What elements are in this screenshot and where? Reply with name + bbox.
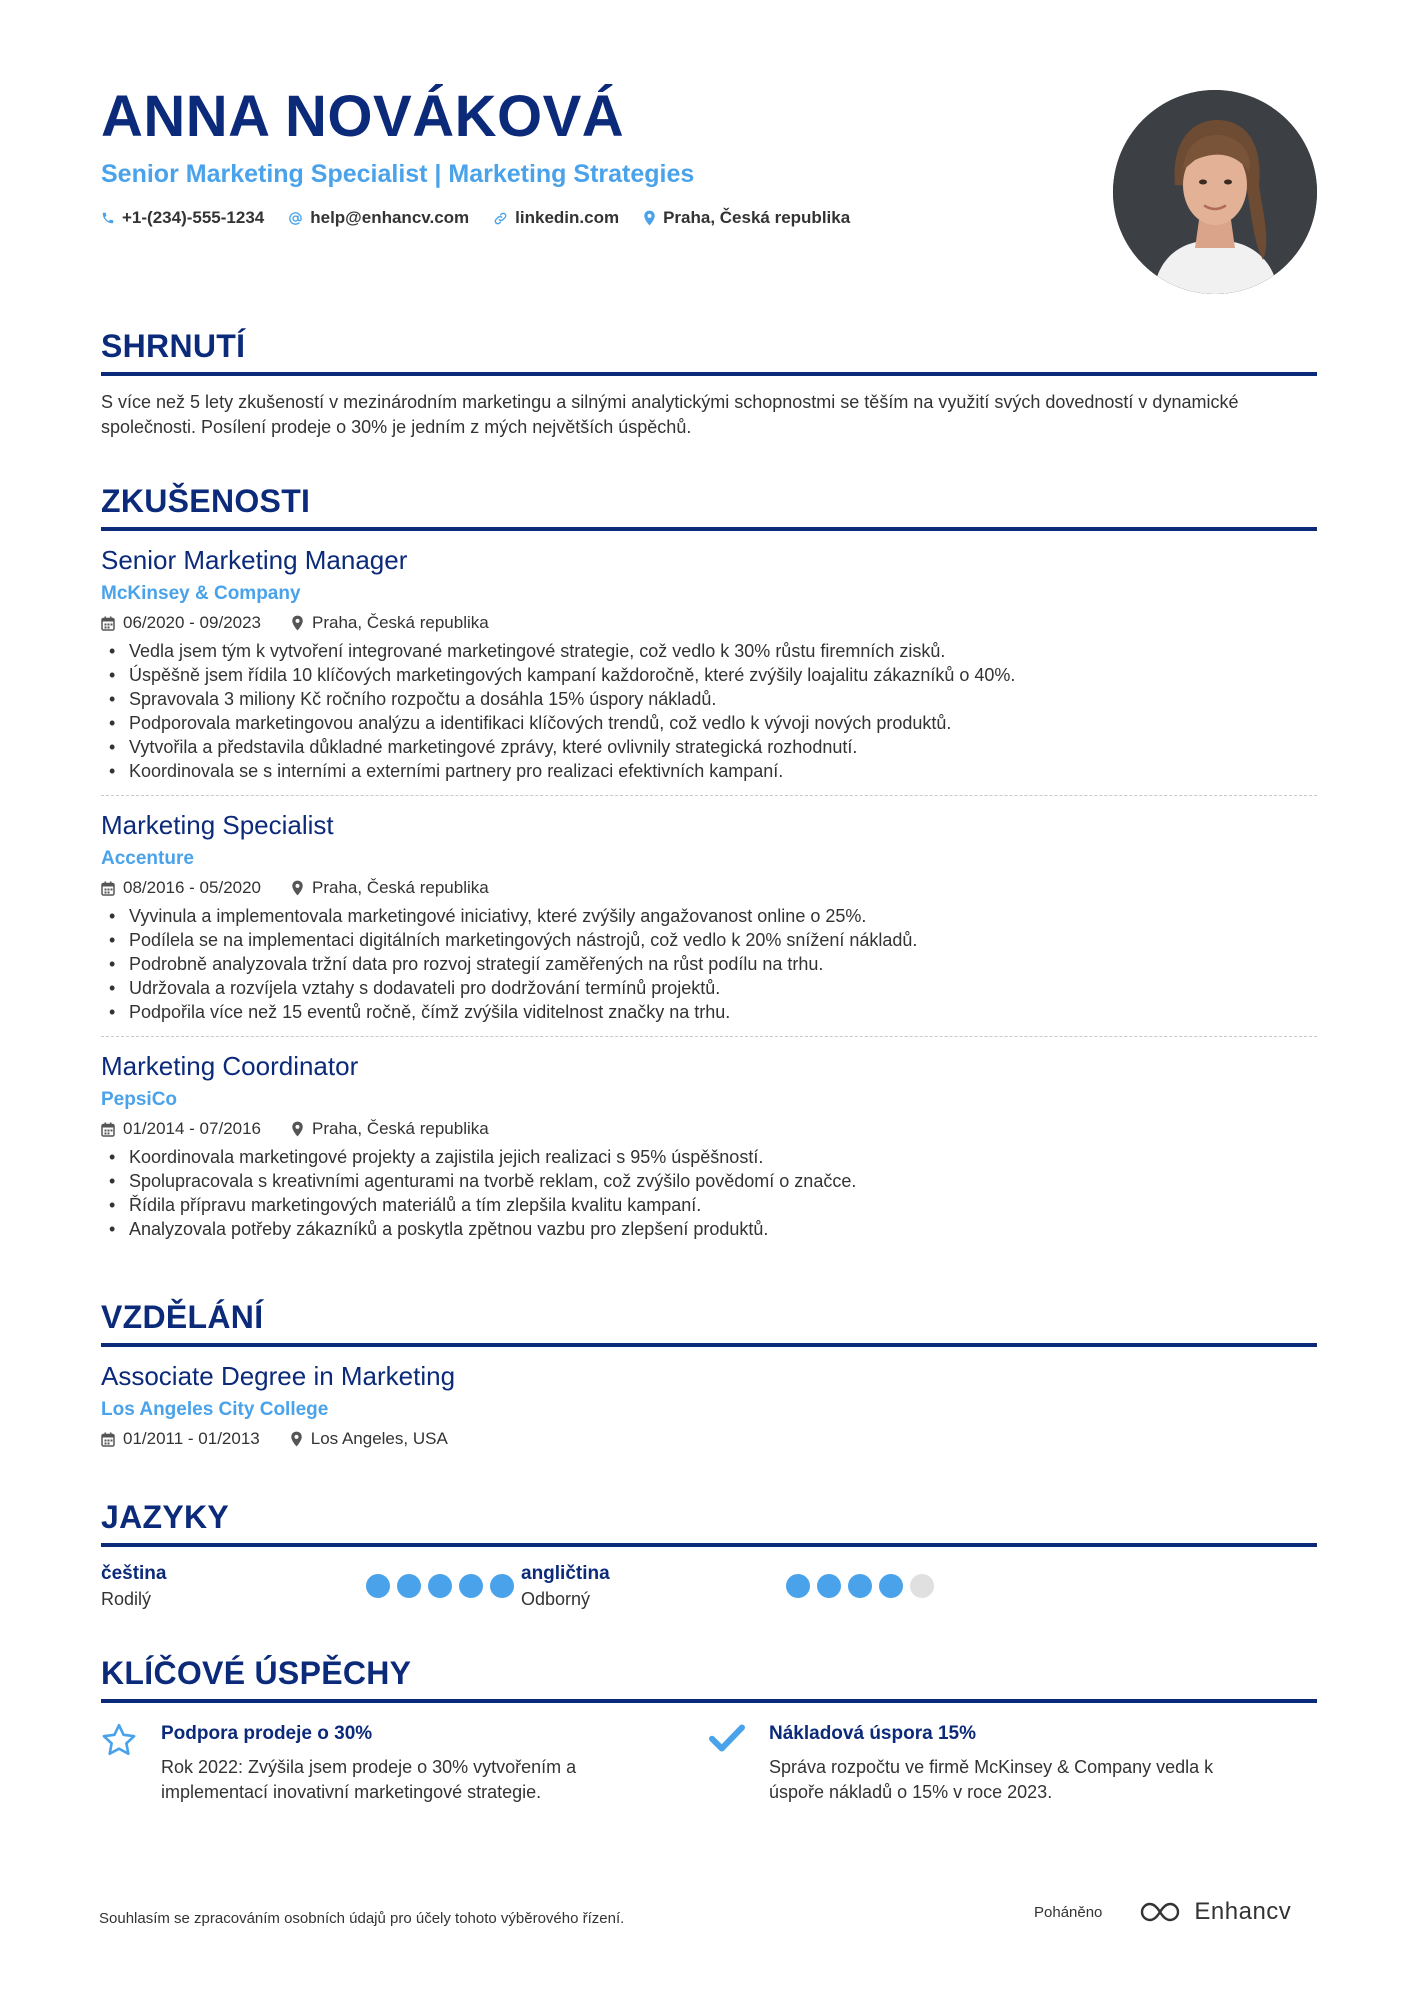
- phone-text: +1-(234)-555-1234: [122, 208, 265, 227]
- language-level: Rodilý: [101, 1589, 152, 1609]
- job-bullets: [101, 639, 1317, 783]
- rating-dot-filled: [848, 1574, 872, 1598]
- achievements-section: [101, 1653, 1317, 1805]
- rating-dot-filled: [459, 1574, 483, 1598]
- education-section: [101, 1297, 1317, 1463]
- bullet-item: • Úspěšně jsem řídila 10 klíčových marketingových kampaní každoročně, které zvýšily loajalitu zákazníků o 40%.: [101, 663, 1317, 687]
- candidate-name: ANNA NOVÁKOVÁ: [101, 84, 625, 149]
- calendar-icon: [101, 616, 115, 631]
- summary-section: [101, 326, 1317, 440]
- language-level: Odborný: [521, 1589, 591, 1609]
- location-pin-icon: [290, 1431, 303, 1447]
- education-entry: [101, 1347, 1317, 1463]
- rating-dot-filled: [397, 1574, 421, 1598]
- language-rating: [366, 1574, 521, 1598]
- summary-title: SHRNUTÍ: [101, 326, 1317, 376]
- education-dates: 01/2011 - 01/2013: [101, 1427, 260, 1451]
- bullet-item: • Koordinovala marketingové projekty a zajistila jejich realizaci s 95% úspěšností.: [101, 1145, 1317, 1169]
- achievement-description: Správa rozpočtu ve firmě McKinsey & Company vedla k úspoře nákladů o 15% v roce 2023.: [769, 1757, 1214, 1802]
- enhancv-logo-icon: [1140, 1901, 1186, 1923]
- contact-email[interactable]: [288, 208, 469, 228]
- language-item: [101, 1561, 521, 1611]
- bullet-item: • Podporovala marketingovou analýzu a identifikaci klíčových trendů, což vedlo k vývoji nových produktů.: [101, 711, 1317, 735]
- language-rating: [786, 1574, 941, 1598]
- bullet-item: • Řídila přípravu marketingových materiálů a tím zlepšila kvalitu kampaní.: [101, 1193, 1317, 1217]
- languages-section: [101, 1497, 1317, 1611]
- company-name: Accenture: [101, 848, 194, 869]
- rating-dot-filled: [428, 1574, 452, 1598]
- bullet-item: • Podpořila více než 15 eventů ročně, čímž zvýšila viditelnost značky na trhu.: [101, 1000, 1317, 1024]
- achievement-item: [101, 1721, 709, 1805]
- bullet-item: • Podrobně analyzovala tržní data pro rozvoj strategií zaměřených na růst podílu na trhu.: [101, 952, 1317, 976]
- email-text: help@enhancv.com: [310, 208, 470, 227]
- job-dates: 06/2020 - 09/2023: [101, 611, 261, 635]
- job-dates: 08/2016 - 05/2020: [101, 876, 261, 900]
- linkedin-text: linkedin.com: [515, 208, 620, 227]
- enhancv-logo[interactable]: [1140, 1898, 1291, 1926]
- experience-title: ZKUŠENOSTI: [101, 481, 1317, 531]
- education-meta: [101, 1427, 1317, 1451]
- location-pin-icon: [291, 880, 304, 896]
- job-title: Marketing Coordinator: [101, 1051, 359, 1081]
- achievement-item: [709, 1721, 1317, 1805]
- education-title: VZDĚLÁNÍ: [101, 1297, 1317, 1347]
- language-name: angličtina: [521, 1563, 610, 1584]
- rating-dot-empty: [910, 1574, 934, 1598]
- language-item: [521, 1561, 941, 1611]
- education-location: Los Angeles, USA: [290, 1427, 448, 1451]
- location-pin-icon: [643, 210, 656, 226]
- rating-dot-filled: [490, 1574, 514, 1598]
- languages-title: JAZYKY: [101, 1497, 1317, 1547]
- job-entry: [101, 796, 1317, 1037]
- achievements-title: KLÍČOVÉ ÚSPĚCHY: [101, 1653, 1317, 1703]
- bullet-item: • Vytvořila a představila důkladné marketingové zprávy, které ovlivnily strategická rozhodnutí.: [101, 735, 1317, 759]
- rating-dot-filled: [817, 1574, 841, 1598]
- rating-dot-filled: [879, 1574, 903, 1598]
- bullet-item: • Spravovala 3 miliony Kč ročního rozpočtu a dosáhla 15% úspory nákladů.: [101, 687, 1317, 711]
- link-icon: [493, 211, 508, 226]
- bullet-item: • Vedla jsem tým k vytvoření integrované marketingové strategie, což vedlo k 30% růstu firemních zisků.: [101, 639, 1317, 663]
- job-title: Marketing Specialist: [101, 810, 334, 840]
- bullet-item: • Analyzovala potřeby zákazníků a poskytla zpětnou vazbu pro zlepšení produktů.: [101, 1217, 1317, 1241]
- job-meta: [101, 876, 1317, 900]
- degree-title: Associate Degree in Marketing: [101, 1361, 456, 1391]
- calendar-icon: [101, 1122, 115, 1137]
- powered-by: [1034, 1898, 1291, 1926]
- job-dates: 01/2014 - 07/2016: [101, 1117, 261, 1141]
- location-pin-icon: [291, 1121, 304, 1137]
- location-pin-icon: [291, 615, 304, 631]
- achievement-description: Rok 2022: Zvýšila jsem prodeje o 30% vytvořením a implementací inovativní marketingové strategie.: [161, 1757, 577, 1802]
- company-name: PepsiCo: [101, 1089, 178, 1110]
- brand-name: Enhancv: [1194, 1898, 1292, 1925]
- job-entry: [101, 531, 1317, 796]
- at-icon: [288, 211, 303, 226]
- phone-icon: [101, 211, 115, 225]
- job-location: Praha, Česká republika: [291, 1117, 489, 1141]
- job-meta: [101, 1117, 1317, 1141]
- bullet-item: • Spolupracovala s kreativními agenturami na tvorbě reklam, což zvýšilo povědomí o značce.: [101, 1169, 1317, 1193]
- job-location: Praha, Česká republika: [291, 876, 489, 900]
- contact-phone[interactable]: [101, 208, 264, 228]
- header: [101, 82, 1101, 228]
- calendar-icon: [101, 1432, 115, 1447]
- achievement-title: Nákladová úspora 15%: [769, 1723, 976, 1744]
- powered-label: Poháněno: [1034, 1903, 1103, 1921]
- achievements-list: [101, 1721, 1317, 1805]
- contact-list: [101, 208, 1101, 228]
- school-name: Los Angeles City College: [101, 1399, 329, 1420]
- rating-dot-filled: [786, 1574, 810, 1598]
- checkmark-icon: [709, 1721, 769, 1805]
- profile-photo: [1113, 90, 1317, 294]
- contact-linkedin[interactable]: [493, 208, 619, 228]
- rating-dot-filled: [366, 1574, 390, 1598]
- achievement-title: Podpora prodeje o 30%: [161, 1723, 373, 1744]
- company-name: McKinsey & Company: [101, 583, 301, 604]
- job-entry: [101, 1037, 1317, 1253]
- headline: Senior Marketing Specialist | Marketing Strategies: [101, 160, 695, 188]
- job-bullets: [101, 904, 1317, 1024]
- contact-location: [643, 208, 850, 228]
- job-bullets: [101, 1145, 1317, 1241]
- star-icon: [101, 1721, 161, 1805]
- calendar-icon: [101, 881, 115, 896]
- job-location: Praha, Česká republika: [291, 611, 489, 635]
- job-title: Senior Marketing Manager: [101, 545, 408, 575]
- bullet-item: • Podílela se na implementaci digitálních marketingových nástrojů, což vedlo k 20% snížení nákladů.: [101, 928, 1317, 952]
- job-meta: [101, 611, 1317, 635]
- experience-section: [101, 481, 1317, 1253]
- language-name: čeština: [101, 1563, 167, 1584]
- consent-text: Souhlasím se zpracováním osobních údajů pro účely tohoto výběrového řízení.: [99, 1910, 625, 1927]
- bullet-item: • Koordinovala se s interními a externími partnery pro realizaci efektivních kampaní.: [101, 759, 1317, 783]
- location-text: Praha, Česká republika: [663, 208, 851, 227]
- bullet-item: • Vyvinula a implementovala marketingové iniciativy, které zvýšily angažovanost online o 25%.: [101, 904, 1317, 928]
- languages-list: [101, 1561, 1317, 1611]
- summary-text: S více než 5 lety zkušeností v mezinárodním marketingu a silnými analytickými schopnostmi se těším na využití svých dovedností v dynamické společnosti. Posílení prodeje o 30% je jedním z mých největších úspěchů.: [101, 392, 1239, 437]
- bullet-item: • Udržovala a rozvíjela vztahy s dodavateli pro dodržování termínů projektů.: [101, 976, 1317, 1000]
